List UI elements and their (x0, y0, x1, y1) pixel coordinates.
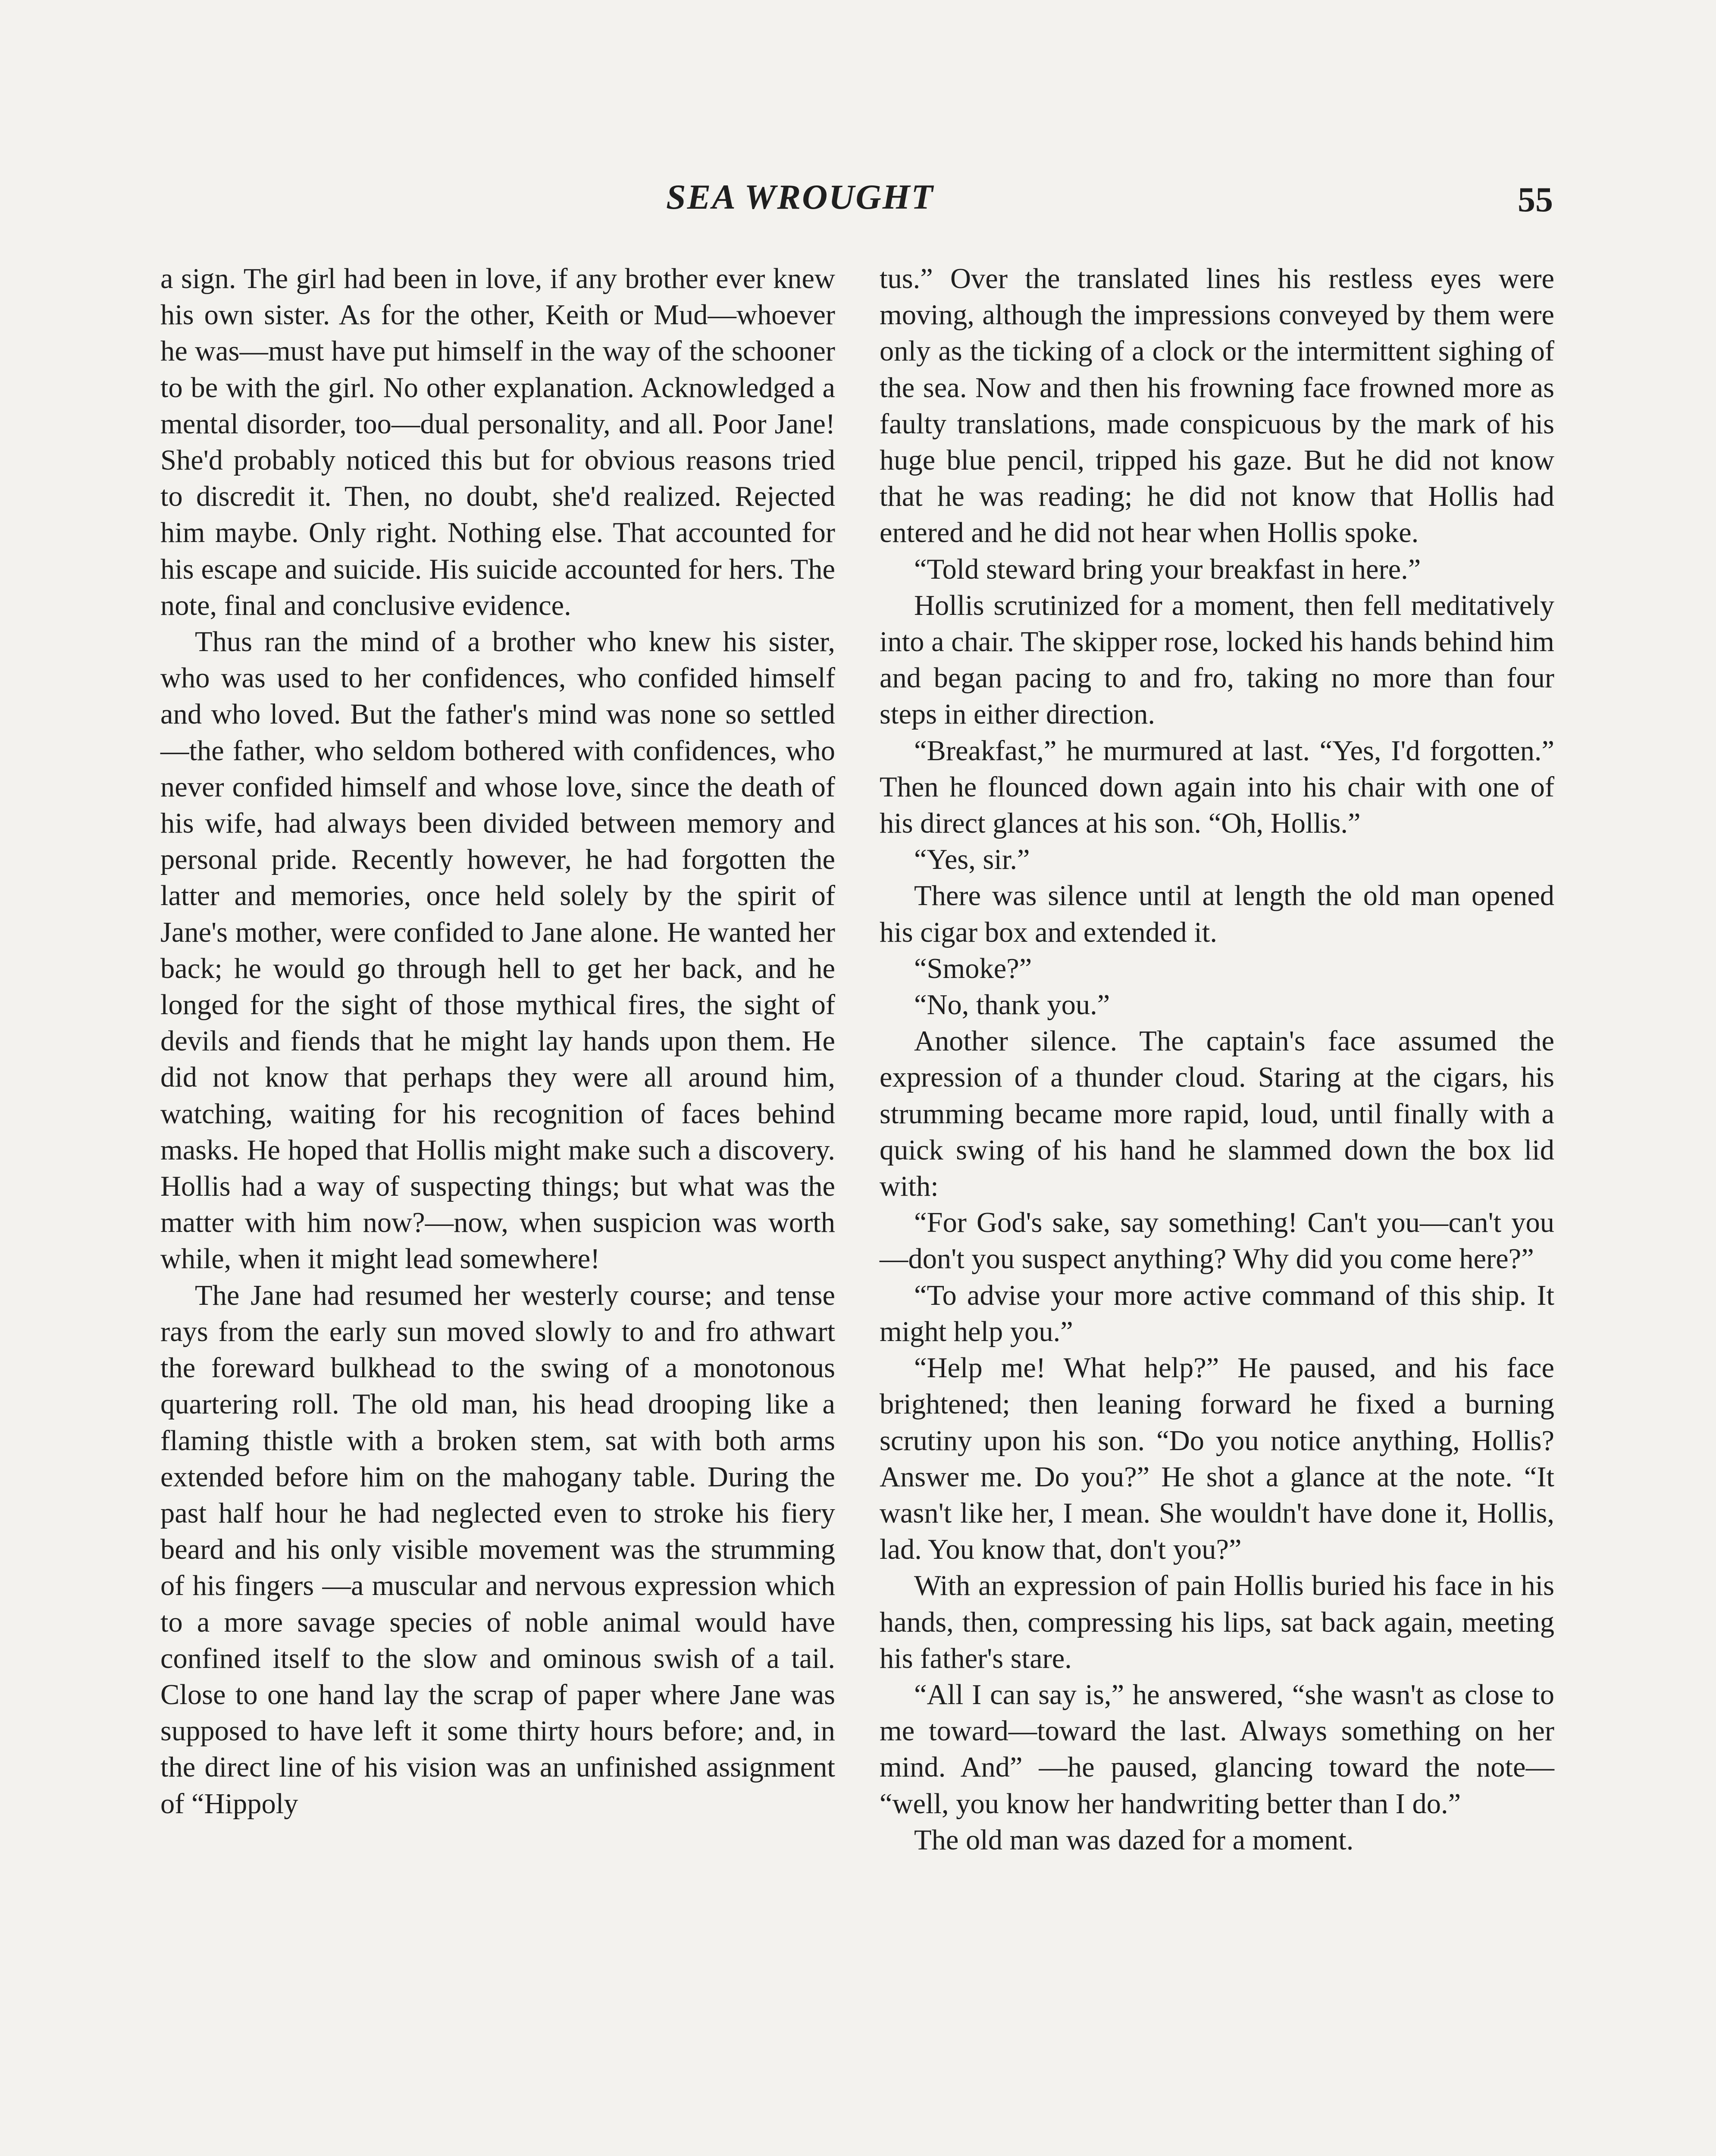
paragraph: There was silence until at length the old man opened his cigar box and extended it. (880, 880, 1554, 948)
paragraph: “For God's sake, say something! Can't you—can't you—don't you suspect anything? Why did you come here?” (880, 1207, 1554, 1275)
paragraph: The old man was dazed for a moment. (914, 1824, 1354, 1856)
paragraph: “Smoke?” (914, 953, 1032, 984)
page-header (0, 177, 1716, 229)
paragraph: “To advise your more active command of this ship. It might help you.” (880, 1279, 1554, 1348)
paragraph: “All I can say is,” he answered, “she wasn't as close to me toward—toward the last. Always something on her mind. And” —he paused, glancing toward the note— “well, you know her handwriting better than I do.” (880, 1679, 1554, 1820)
left-column (160, 261, 835, 1822)
paragraph: Another silence. The captain's face assumed the expression of a thunder cloud. Staring at the cigars, his strumming became more rapid, loud, until finally with a quick swing of his hand he slammed down the box lid with: (880, 1025, 1554, 1203)
paragraph: Hollis scrutinized for a moment, then fell meditatively into a chair. The skipper rose, locked his hands behind him and began pacing to and fro, taking no more than four steps in either direction. (880, 589, 1554, 730)
paragraph: Thus ran the mind of a brother who knew his sister, who was used to her confidences, who confided himself and who loved. But the father's mind was none so settled—the father, who seldom bothered with confidences, who never confided himself and whose love, since the death of his wife, had always been divided between memory and personal pride. Recently however, he had forgotten the latter and memories, once held solely by the spirit of Jane's mother, were confided to Jane alone. He wanted her back; he would go through hell to get her back, and he longed for the sight of those mythical fires, the sight of devils and fiends that he might lay hands upon them. He did not know that perhaps they were all around him, watching, waiting for his recognition of faces behind masks. He hoped that Hollis might make such a discovery. Hollis had a way of suspecting things; but what was the matter with him now?—now, when suspicion was worth while, when it might lead somewhere! (160, 626, 835, 1275)
paragraph: “Yes, sir.” (914, 844, 1030, 876)
paragraph: “Told steward bring your breakfast in here.” (914, 553, 1421, 585)
page-number: 55 (1518, 180, 1553, 219)
paragraph: With an expression of pain Hollis buried his face in his hands, then, compressing his lips, sat back again, meeting his father's stare. (880, 1570, 1554, 1674)
paragraph: “Breakfast,” he murmured at last. “Yes, I'd forgotten.” Then he flounced down again into his chair with one of his direct glances at his son. “Oh, Hollis.” (880, 735, 1554, 840)
paragraph: tus.” Over the translated lines his restless eyes were moving, although the impressions conveyed by them were only as the ticking of a clock or the intermittent sighing of the sea. Now and then his frowning face frowned more as faulty translations, made conspicuous by the mark of his huge blue pencil, tripped his gaze. But he did not know that he was reading; he did not know that Hollis had entered and he did not hear when Hollis spoke. (880, 263, 1554, 549)
paragraph: “No, thank you.” (914, 989, 1110, 1021)
paragraph: a sign. The girl had been in love, if any brother ever knew his own sister. As for the other, Keith or Mud—whoever he was—must have put himself in the way of the schooner to be with the girl. No other explanation. Acknowledged a mental disorder, too—dual personality, and all. Poor Jane! She'd probably noticed this but for obvious reasons tried to discredit it. Then, no doubt, she'd realized. Rejected him maybe. Only right. Nothing else. That accounted for his escape and suicide. His suicide accounted for hers. The note, final and conclusive evidence. (160, 263, 835, 621)
right-column (880, 261, 1554, 1858)
running-title: SEA WROUGHT (666, 177, 934, 216)
paragraph: The Jane had resumed her westerly course; and tense rays from the early sun moved slowly to and fro athwart the foreward bulkhead to the swing of a monotonous quartering roll. The old man, his head drooping like a flaming thistle with a broken stem, sat with both arms extended before him on the mahogany table. During the past half hour he had neglected even to stroke his fiery beard and his only visible movement was the strumming of his fingers —a muscular and nervous expression which to a more savage species of noble animal would have confined itself to the slow and ominous swish of a tail. Close to one hand lay the scrap of paper where Jane was supposed to have left it some thirty hours before; and, in the direct line of his vision was an unfinished assignment of “Hippoly (160, 1279, 835, 1820)
paragraph: “Help me! What help?” He paused, and his face brightened; then leaning forward he fixed a burning scrutiny upon his son. “Do you notice anything, Hollis? Answer me. Do you?” He shot a glance at the note. “It wasn't like her, I mean. She wouldn't have done it, Hollis, lad. You know that, don't you?” (880, 1352, 1554, 1566)
